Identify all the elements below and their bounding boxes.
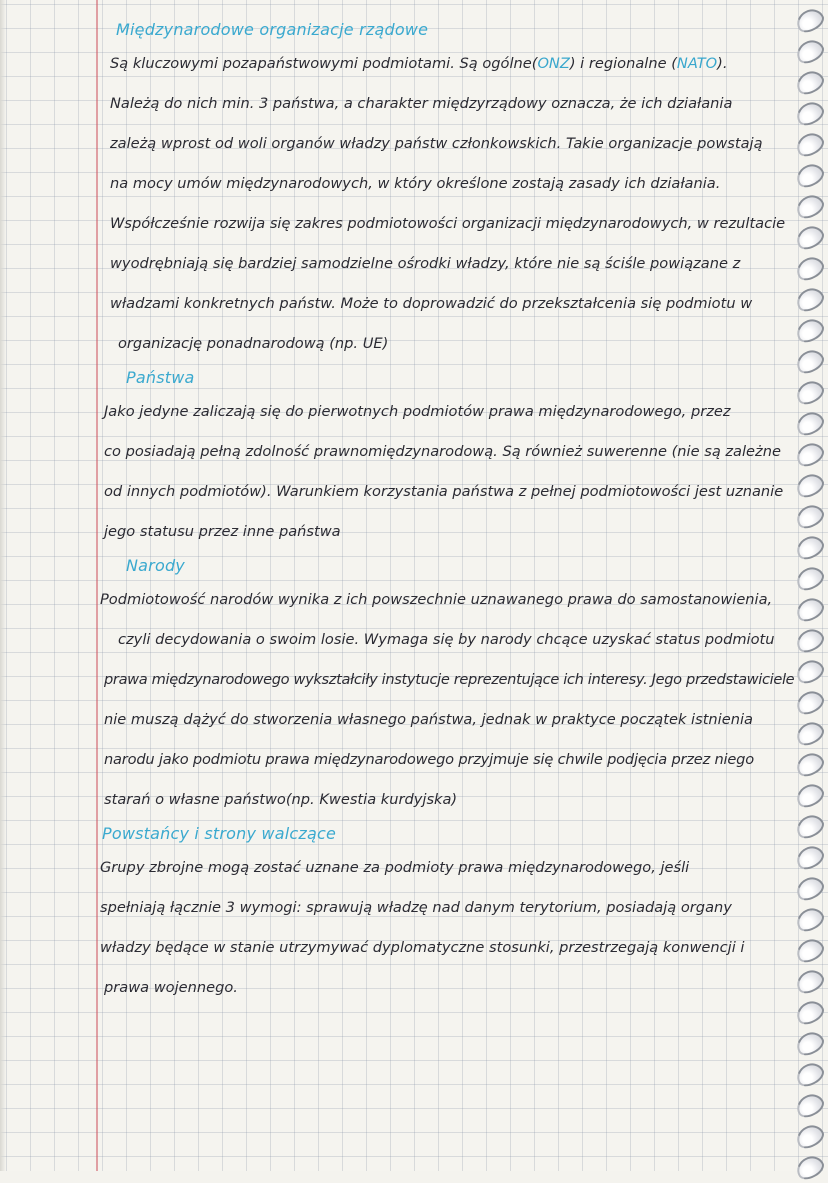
spiral-ring [793, 439, 828, 471]
spiral-ring [793, 315, 828, 347]
text-line: Należą do nich min. 3 państwa, a charakter międzyrządowy oznacza, że ich działania [110, 95, 733, 112]
highlight-nato: NATO [676, 55, 718, 72]
spiral-ring [793, 36, 828, 68]
spiral-ring [793, 904, 828, 936]
text-line: organizację ponadnarodową (np. UE) [118, 335, 389, 352]
text-line: narodu jako podmiotu prawa międzynarodowego przyjmuje się chwile podjęcia przez niego [104, 751, 754, 768]
text-line: starań o własne państwo(np. Kwestia kurdyjska) [104, 791, 458, 808]
spiral-ring [793, 346, 828, 378]
spiral-ring [793, 625, 828, 657]
spiral-ring [793, 377, 828, 409]
spiral-ring [793, 1152, 828, 1183]
spiral-ring [793, 408, 828, 440]
text-line: władzami konkretnych państw. Może to doprowadzić do przekształcenia się podmiotu w [110, 295, 753, 312]
text-line: wyodrębniają się bardziej samodzielne ośrodki władzy, które nie są ściśle powiązane z [110, 255, 741, 272]
spiral-ring [793, 532, 828, 564]
text-line: Są kluczowymi pozapaństwowymi podmiotami. Są ogólne(ONZ) i regionalne (NATO). [110, 55, 728, 72]
text-line: czyli decydowania o swoim losie. Wymaga się by narody chcące uzyskać status podmiotu [118, 631, 775, 648]
spiral-ring [793, 1028, 828, 1060]
spiral-ring [793, 656, 828, 688]
spiral-ring [793, 1059, 828, 1091]
highlight-onz: ONZ [537, 55, 570, 72]
text-line: jego statusu przez inne państwa [104, 523, 341, 540]
spiral-ring [793, 67, 828, 99]
spiral-ring [793, 222, 828, 254]
section-heading: Powstańcy i strony walczące [102, 824, 337, 843]
spiral-ring [793, 780, 828, 812]
text-line: prawa międzynarodowego wykształciły instytucje reprezentujące ich interesy. Jego przedstawiciele [104, 671, 795, 688]
text-line: na mocy umów międzynarodowych, w który określone zostają zasady ich działania. [110, 175, 721, 192]
spiral-ring [793, 160, 828, 192]
page-left-edge [0, 0, 6, 1171]
text-line: Grupy zbrojne mogą zostać uznane za podmioty prawa międzynarodowego, jeśli [100, 859, 690, 876]
text-line: prawa wojennego. [104, 979, 238, 996]
spiral-ring [793, 718, 828, 750]
text-line: Jako jedyne zaliczają się do pierwotnych podmiotów prawa międzynarodowego, przez [104, 403, 731, 420]
text-line: Współcześnie rozwija się zakres podmiotowości organizacji międzynarodowych, w rezultacie [110, 215, 786, 232]
spiral-ring [793, 873, 828, 905]
spiral-ring [793, 129, 828, 161]
handwritten-notes [96, 16, 795, 1008]
spiral-ring [793, 842, 828, 874]
spiral-ring [793, 1090, 828, 1122]
section-heading: Narody [126, 556, 185, 575]
spiral-ring [793, 811, 828, 843]
spiral-ring [793, 687, 828, 719]
spiral-ring [793, 749, 828, 781]
spiral-ring [793, 594, 828, 626]
spiral-ring [793, 191, 828, 223]
text-line: od innych podmiotów). Warunkiem korzystania państwa z pełnej podmiotowości jest uznanie [104, 483, 784, 500]
spiral-ring [793, 997, 828, 1029]
spiral-ring [793, 253, 828, 285]
text-line: nie muszą dążyć do stworzenia własnego państwa, jednak w praktyce początek istnienia [104, 711, 753, 728]
text-line: spełniają łącznie 3 wymogi: sprawują władzę nad danym terytorium, posiadają organy [100, 899, 732, 916]
spiral-ring [793, 98, 828, 130]
spiral-ring [793, 1121, 828, 1153]
section-heading: Państwa [126, 368, 195, 387]
spiral-ring [793, 470, 828, 502]
spiral-ring [793, 5, 828, 37]
spiral-binding [794, 0, 828, 1171]
text-line: zależą wprost od woli organów władzy państw członkowskich. Takie organizacje powstają [110, 135, 763, 152]
text-line: Podmiotowość narodów wynika z ich powszechnie uznawanego prawa do samostanowienia, [100, 591, 773, 608]
text-line: władzy będące w stanie utrzymywać dyplomatyczne stosunki, przestrzegają konwencji i [100, 939, 745, 956]
spiral-ring [793, 966, 828, 998]
spiral-ring [793, 563, 828, 595]
spiral-ring [793, 935, 828, 967]
spiral-ring [793, 284, 828, 316]
spiral-ring [793, 501, 828, 533]
section-heading: Międzynarodowe organizacje rządowe [116, 20, 429, 39]
text-line: co posiadają pełną zdolność prawnomiędzynarodową. Są również suwerenne (nie są zależne [104, 443, 781, 460]
